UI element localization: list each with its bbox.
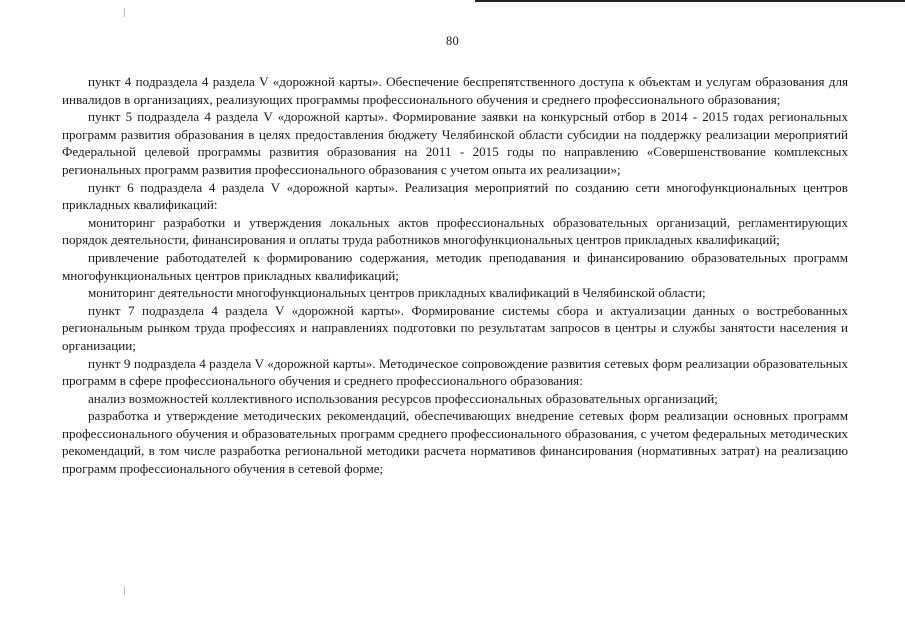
paragraph: привлечение работодателей к формированию содержания, методик преподавания и финансированию образовательных программ многофункциональных центров прикладных квалификаций;	[62, 249, 848, 283]
paragraph: мониторинг деятельности многофункциональных центров прикладных квалификаций в Челябинской области;	[88, 285, 706, 301]
paragraph: анализ возможностей коллективного использования ресурсов профессиональных образовательных организаций;	[88, 390, 718, 406]
paragraph: пункт 9 подраздела 4 раздела V «дорожной карты». Методическое сопровождение развития сетевых форм реализации образовательных программ в сфере профессионального обучения и среднего профессионального образования:	[62, 355, 848, 389]
paragraph: пункт 7 подраздела 4 раздела V «дорожной карты». Формирование системы сбора и актуализации данных о востребованных региональным рынком труда профессиях и направлениях подготовки по результатам запросов в центры и службы занятости населения и организации;	[62, 302, 848, 353]
scan-mark	[124, 8, 125, 17]
paragraph: пункт 4 подраздела 4 раздела V «дорожной карты». Обеспечение беспрепятственного доступа к объектам и услугам образования для инвалидов в организациях, реализующих программы профессионального обучения и среднего профессионального образования;	[62, 74, 848, 107]
paragraph: пункт 5 подраздела 4 раздела V «дорожной карты». Формирование заявки на конкурсный отбор в 2014 - 2015 годах региональных программ развития образования в целях предоставления бюджету Челябинской области субсидии на поддержку реализации мероприятий Федеральной целевой программы развития образования на 2011 - 2015 годы по направлению «Совершенствование комплексных региональных программ развития профессионального образования с учетом опыта их реализации»;	[62, 109, 848, 177]
scan-mark	[124, 586, 125, 595]
scan-edge-line	[475, 0, 905, 2]
paragraph: разработка и утверждение методических рекомендаций, обеспечивающих внедрение сетевых форм реализации основных программ профессионального обучения и образовательных программ среднего профессионального образования, с учетом федеральных методических рекомендаций, в том числе разработка региональной методики расчета нормативов финансирования (нормативных затрат) на реализацию программ профессионального обучения в сетевой форме;	[62, 408, 848, 477]
document-body	[62, 73, 848, 478]
paragraph: мониторинг разработки и утверждения локальных актов профессиональных образовательных организаций, регламентирующих порядок деятельности, финансирования и оплаты труда работников многофункциональных центров прикладных квалификаций;	[62, 214, 848, 248]
paragraph: пункт 6 подраздела 4 раздела V «дорожной карты». Реализация мероприятий по созданию сети многофункциональных центров прикладных квалификаций:	[62, 179, 848, 213]
page-number: 80	[446, 34, 459, 48]
